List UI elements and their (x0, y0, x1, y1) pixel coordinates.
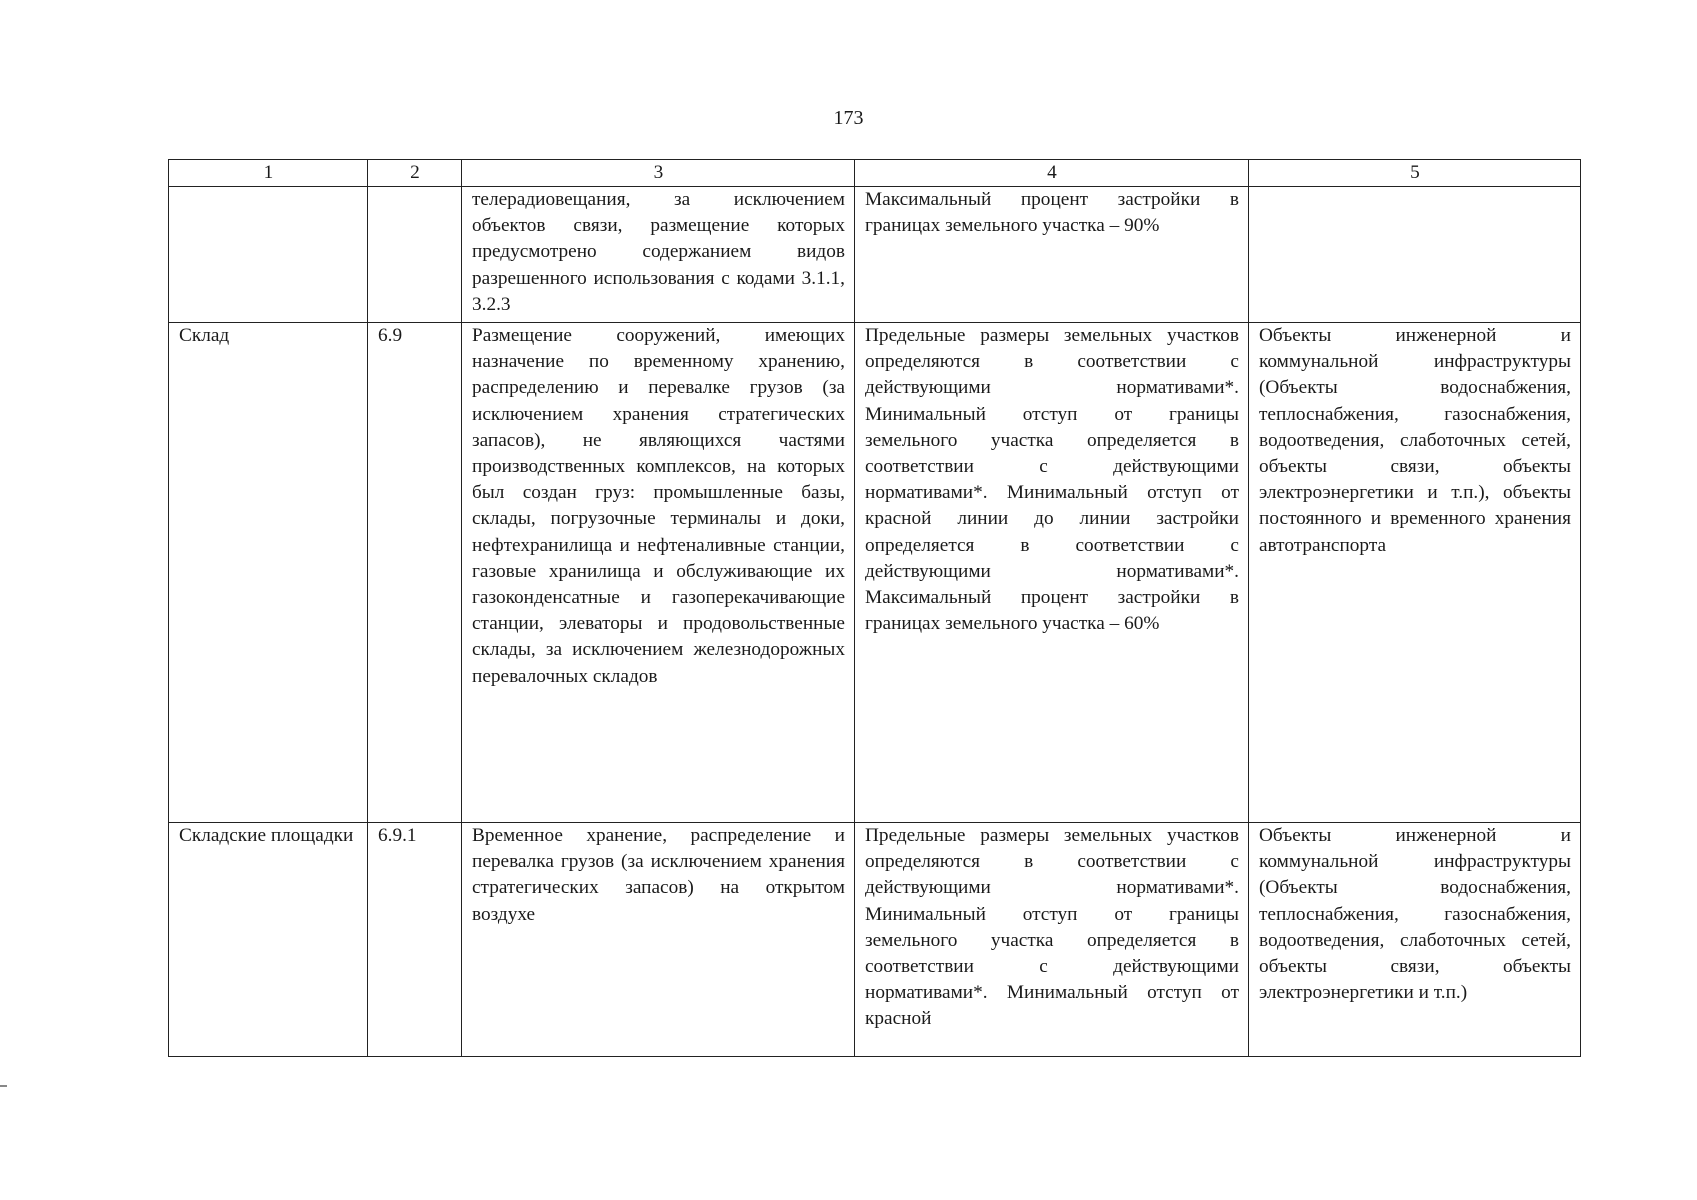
auxiliary-uses-cell: Объекты инженерной и коммунальной инфраструктуры (Объекты водоснабжения, теплоснабжения, газоснабжения, водоотведения, слаботочных сетей, объекты связи, объекты электроэнергетики и т.п.) (1249, 823, 1581, 1057)
table-row (169, 187, 1581, 323)
auxiliary-uses-cell: Объекты инженерной и коммунальной инфраструктуры (Объекты водоснабжения, теплоснабжения, газоснабжения, водоотведения, слаботочных сетей, объекты связи, объекты электроэнергетики и т.п.), объекты постоянного и временного хранения автотранспорта (1249, 323, 1581, 823)
column-header-3: 3 (462, 160, 855, 187)
column-header-1: 1 (169, 160, 368, 187)
use-name-cell: Складские площадки (169, 823, 368, 1057)
parameters-cell: Максимальный процент застройки в границах земельного участка – 90% (855, 187, 1249, 323)
use-name-cell (169, 187, 368, 323)
page-number: 173 (833, 107, 864, 129)
table-row (169, 323, 1581, 823)
auxiliary-uses-cell (1249, 187, 1581, 323)
land-use-table (168, 159, 1581, 1057)
scan-edge-mark (0, 1085, 7, 1087)
table-row (169, 823, 1581, 1057)
use-code-cell: 6.9 (368, 323, 462, 823)
column-header-5: 5 (1249, 160, 1581, 187)
use-name-cell: Склад (169, 323, 368, 823)
use-description-cell: телерадиовещания, за исключением объектов связи, размещение которых предусмотрено содержанием видов разрешенного использования с кодами 3.1.1, 3.2.3 (462, 187, 855, 323)
use-code-cell (368, 187, 462, 323)
column-header-2: 2 (368, 160, 462, 187)
use-code-cell: 6.9.1 (368, 823, 462, 1057)
column-header-4: 4 (855, 160, 1249, 187)
use-description-cell: Временное хранение, распределение и перевалка грузов (за исключением хранения стратегических запасов) на открытом воздухе (462, 823, 855, 1057)
parameters-cell: Предельные размеры земельных участков определяются в соответствии с действующими нормативами*. Минимальный отступ от границы земельного участка определяется в соответствии с действующими нормативами*. Минимальный отступ от красной линии до линии застройки определяется в соответствии с действующими нормативами*. Максимальный процент застройки в границах земельного участка – 60% (855, 323, 1249, 823)
parameters-cell: Предельные размеры земельных участков определяются в соответствии с действующими нормативами*. Минимальный отступ от границы земельного участка определяется в соответствии с действующими нормативами*. Минимальный отступ от красной (855, 823, 1249, 1057)
header-row (169, 160, 1581, 187)
use-description-cell: Размещение сооружений, имеющих назначение по временному хранению, распределению и перевалке грузов (за исключением хранения стратегических запасов), не являющихся частями производственных комплексов, на которых был создан груз: промышленные базы, склады, погрузочные терминалы и доки, нефтехранилища и нефтеналивные станции, газовые хранилища и обслуживающие их газоконденсатные и газоперекачивающие станции, элеваторы и продовольственные склады, за исключением железнодорожных перевалочных складов (462, 323, 855, 823)
